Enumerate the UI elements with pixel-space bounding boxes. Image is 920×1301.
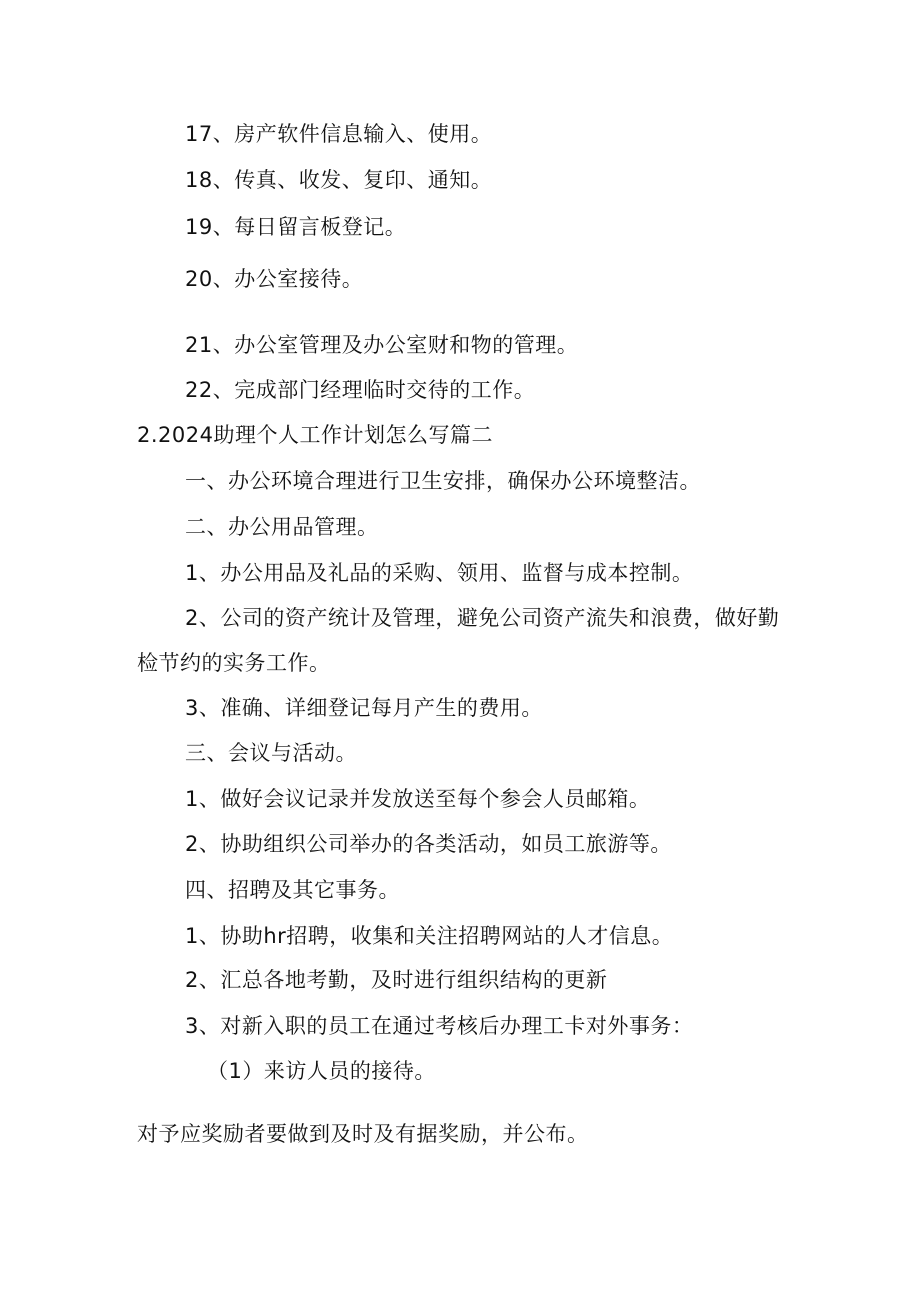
list-item-20: 20、办公室接待。: [185, 267, 364, 291]
list-item-recruiting-3: 3、对新入职的员工在通过考核后办理工卡对外事务：: [185, 1014, 694, 1038]
list-item-supplies-3: 3、准确、详细登记每月产生的费用。: [185, 696, 543, 720]
list-item-supplies-2: 2、公司的资产统计及管理，避免公司资产流失和浪费，做好勤: [185, 606, 780, 630]
subheading-meetings: 三、会议与活动。: [185, 741, 357, 765]
list-item-recruiting-2: 2、汇总各地考勤，及时进行组织结构的更新: [185, 968, 608, 992]
list-item-19: 19、每日留言板登记。: [185, 215, 407, 239]
closing-paragraph: 对予应奖励者要做到及时及有据奖励，并公布。: [137, 1122, 589, 1146]
list-item-17: 17、房产软件信息输入、使用。: [185, 122, 493, 146]
subheading-office-supplies: 二、办公用品管理。: [185, 515, 379, 539]
list-item-recruiting-1: 1、协助hr招聘，收集和关注招聘网站的人才信息。: [185, 924, 674, 948]
list-item-22: 22、完成部门经理临时交待的工作。: [185, 378, 536, 402]
section-heading: 2.2024助理个人工作计划怎么写篇二: [137, 423, 493, 447]
subheading-recruiting: 四、招聘及其它事务。: [185, 878, 400, 902]
list-item-21: 21、办公室管理及办公室财和物的管理。: [185, 333, 579, 357]
sub-list-item-1: （1）来访人员的接待。: [207, 1059, 436, 1083]
list-item-supplies-1: 1、办公用品及礼品的采购、领用、监督与成本控制。: [185, 561, 694, 585]
list-item-supplies-2-continued: 检节约的实务工作。: [137, 651, 331, 675]
list-item-18: 18、传真、收发、复印、通知。: [185, 168, 493, 192]
paragraph-office-environment: 一、办公环境合理进行卫生安排，确保办公环境整洁。: [185, 469, 701, 493]
list-item-meetings-2: 2、协助组织公司举办的各类活动，如员工旅游等。: [185, 832, 672, 856]
list-item-meetings-1: 1、做好会议记录并发放送至每个参会人员邮箱。: [185, 787, 651, 811]
